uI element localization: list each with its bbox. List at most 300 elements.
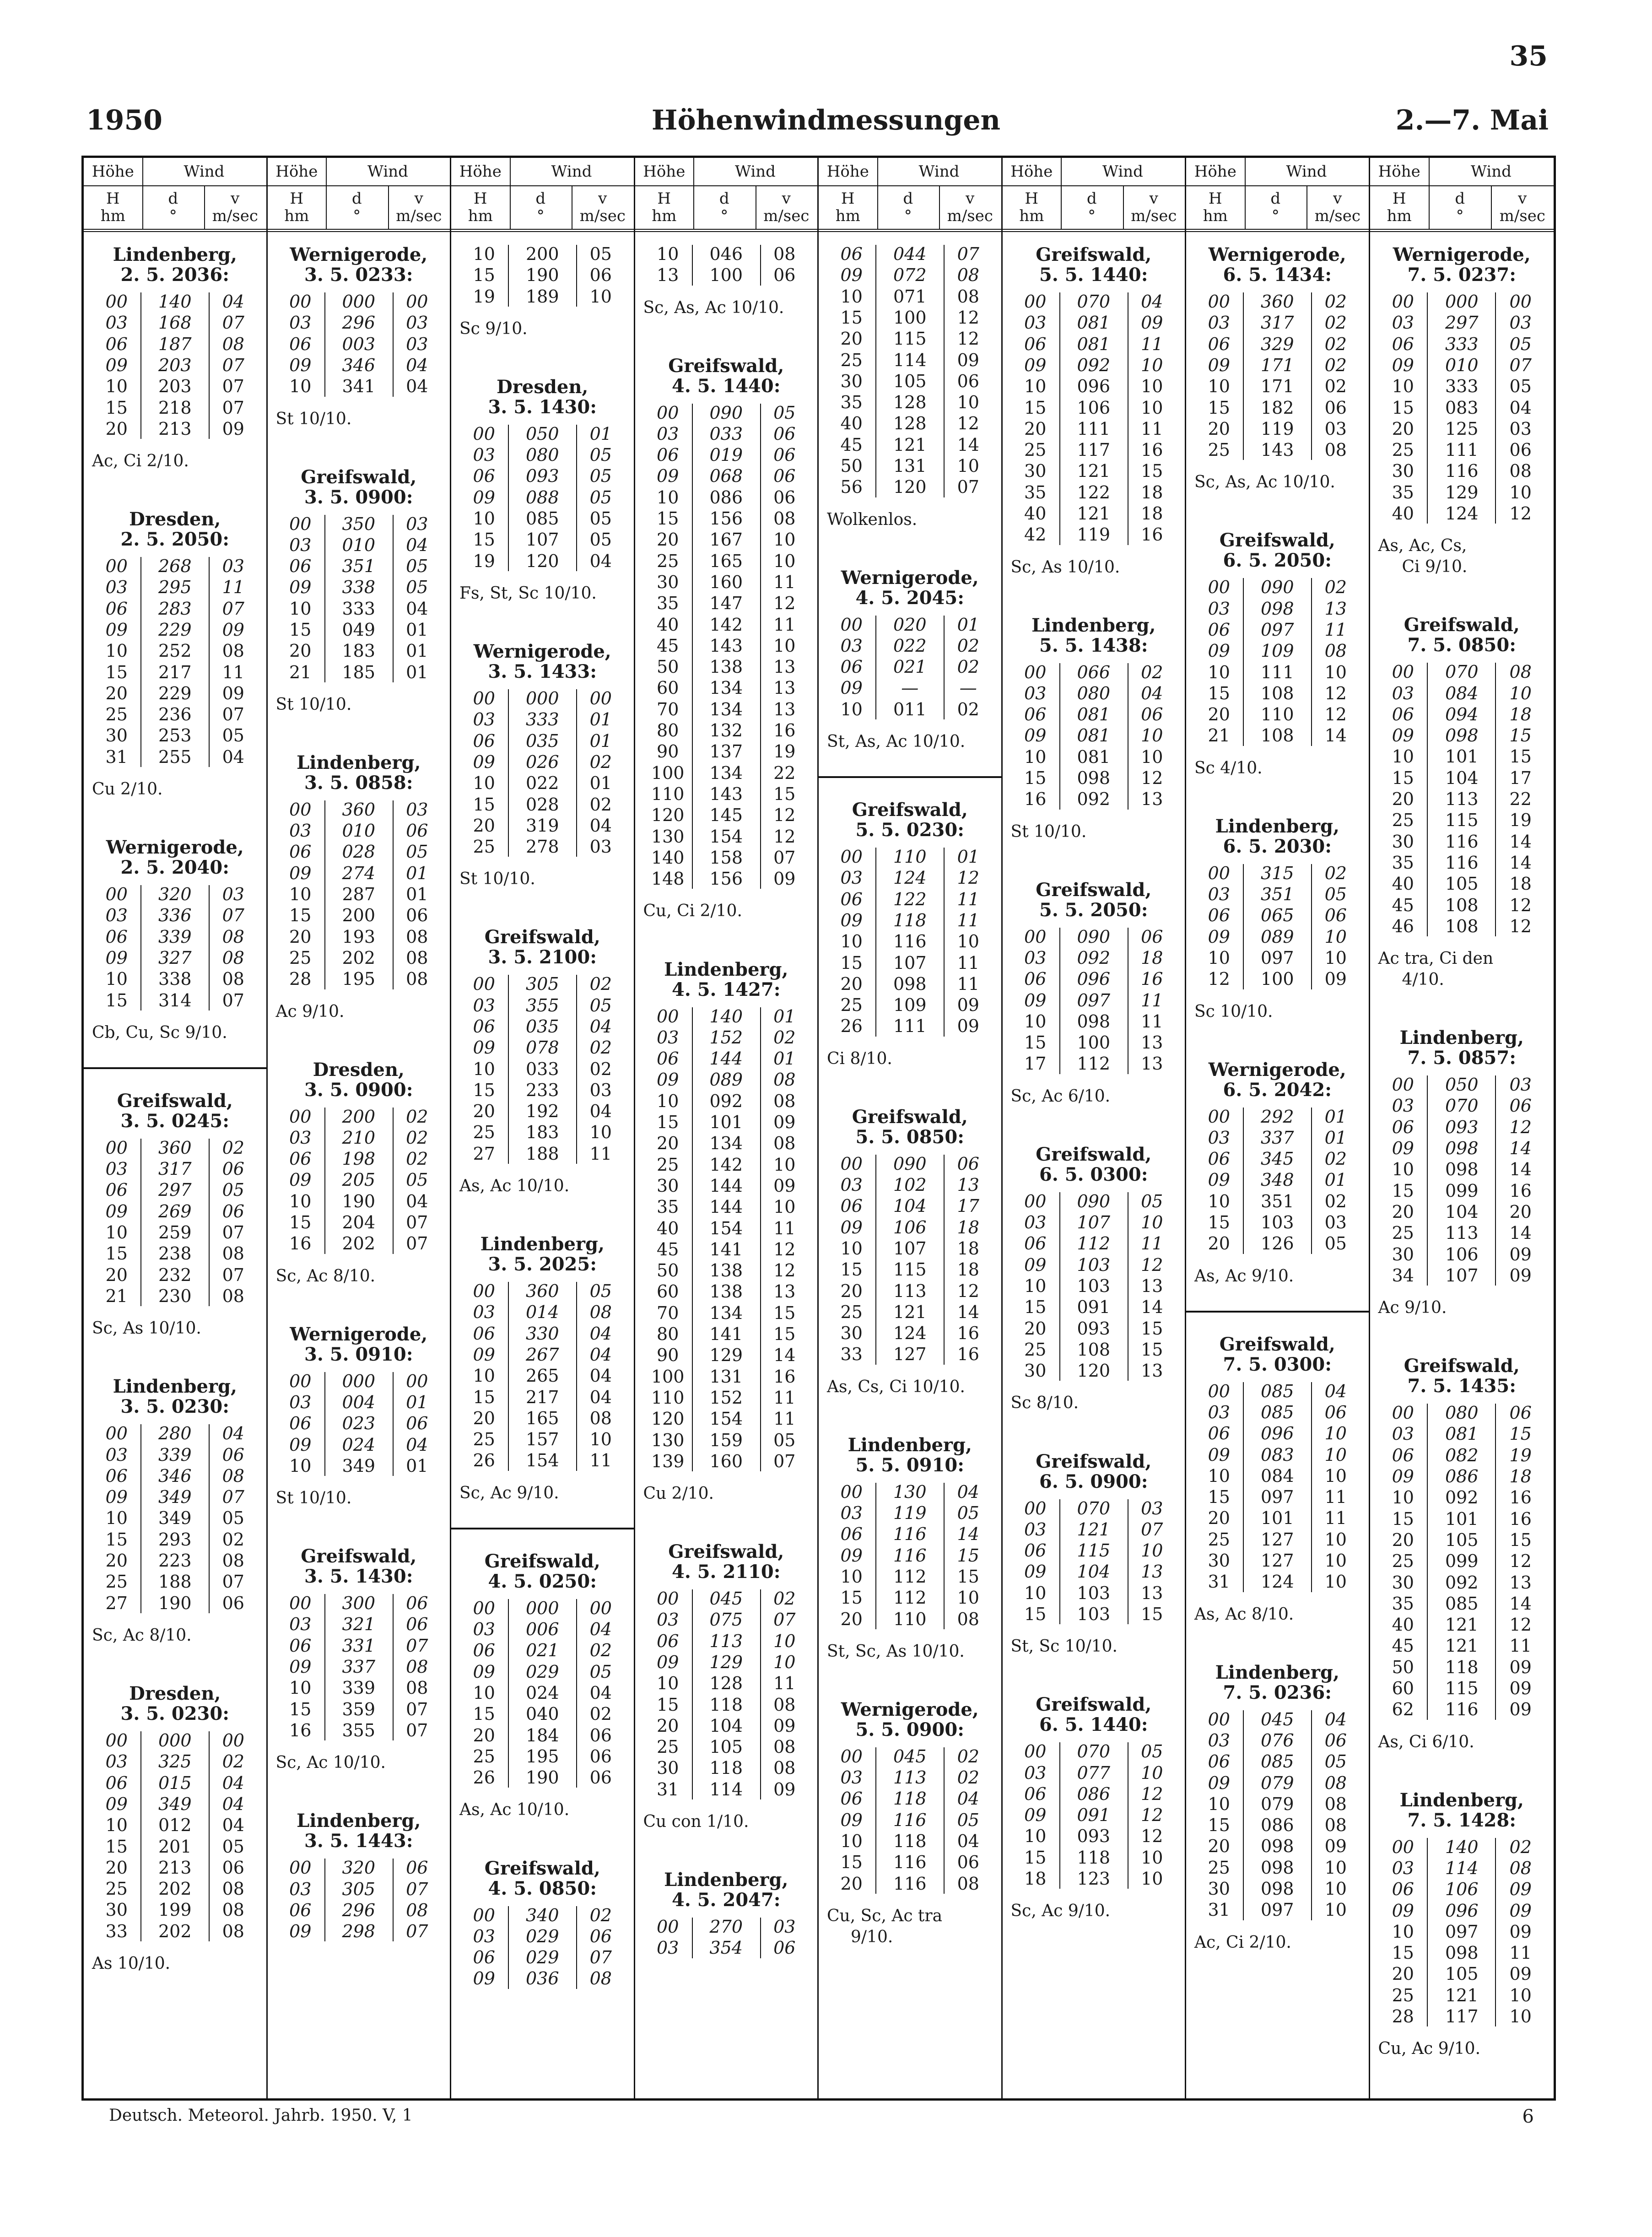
data-row	[84, 556, 266, 577]
data-row	[268, 662, 450, 683]
value-h: 10	[840, 931, 863, 952]
value-h: 25	[473, 1746, 495, 1767]
value-v: 04	[222, 1794, 244, 1814]
data-row	[1370, 853, 1554, 874]
value-v: 02	[1324, 376, 1347, 397]
value-h: 00	[1392, 662, 1414, 682]
row-divider-line	[1059, 928, 1060, 1074]
data-row	[268, 1371, 450, 1392]
value-h: 20	[1392, 418, 1414, 439]
cloud-note: St, Sc 10/10.	[1010, 1637, 1118, 1656]
value-d: 336	[158, 905, 192, 926]
data-row	[1003, 1763, 1185, 1784]
value-v: 15	[773, 1324, 796, 1344]
value-v: 12	[1141, 1254, 1163, 1275]
value-h: 09	[473, 751, 495, 772]
value-h: 16	[289, 1720, 312, 1740]
row-divider-line	[324, 515, 325, 682]
column-header-top	[1186, 158, 1369, 186]
value-v: 00	[406, 1371, 428, 1391]
value-d: 100	[1260, 969, 1294, 989]
column-header-units	[268, 185, 450, 232]
data-row	[635, 265, 818, 286]
value-v: 10	[1324, 947, 1347, 968]
value-h: 30	[1208, 1879, 1230, 1899]
station-name: Dresden,	[313, 1059, 405, 1081]
data-row	[1370, 1699, 1554, 1720]
data-row	[1370, 832, 1554, 853]
value-h: 25	[657, 1154, 679, 1175]
data-row	[1370, 1551, 1554, 1572]
value-h: 03	[473, 1619, 495, 1640]
row-divider-line	[140, 557, 141, 767]
data-row	[1370, 1922, 1554, 1943]
value-d: 200	[342, 1106, 375, 1127]
value-v: 16	[1509, 1180, 1532, 1201]
value-h: 00	[1024, 1741, 1047, 1762]
row-divider-line	[393, 1108, 394, 1254]
value-v: 12	[1509, 895, 1532, 915]
data-row	[1186, 1751, 1369, 1772]
value-h: 03	[105, 313, 128, 333]
station-name: Greifswald,	[301, 1545, 417, 1567]
value-v: 18	[1509, 874, 1532, 894]
value-h: 15	[473, 1387, 495, 1407]
value-v: 05	[406, 842, 428, 862]
data-row	[84, 1593, 266, 1614]
value-d: 050	[525, 423, 559, 444]
value-v: 14	[1324, 725, 1347, 746]
value-h: 30	[1392, 461, 1414, 481]
row-divider-line	[944, 1155, 945, 1365]
value-h: 09	[473, 1037, 495, 1058]
value-d: 360	[1260, 292, 1294, 312]
value-v: 06	[1324, 397, 1347, 418]
row-divider-line	[209, 292, 210, 439]
value-v: 10	[1324, 1857, 1347, 1878]
value-v: 10	[773, 1631, 796, 1651]
value-h: 09	[1208, 641, 1230, 661]
value-d: 297	[158, 1180, 192, 1200]
value-h: 10	[289, 1678, 312, 1698]
data-row	[819, 1609, 1001, 1630]
data-row	[819, 1810, 1001, 1831]
value-v: 02	[957, 657, 979, 677]
value-d: 140	[1445, 1837, 1479, 1857]
value-d: 101	[1260, 1508, 1294, 1529]
value-h: 10	[1392, 746, 1414, 767]
data-row	[1370, 1424, 1554, 1445]
data-row	[451, 1947, 634, 1968]
value-h: 00	[289, 1593, 312, 1614]
value-h: 62	[1392, 1699, 1414, 1720]
value-d: 036	[525, 1968, 559, 1989]
value-d: 029	[525, 1661, 559, 1682]
value-h: 09	[1208, 1772, 1230, 1793]
station-datetime: 4. 5. 2047:	[672, 1889, 781, 1911]
value-d: 093	[525, 466, 559, 486]
column-body	[1186, 232, 1369, 2098]
value-d: 124	[1260, 1572, 1294, 1592]
value-v: 13	[1141, 1583, 1163, 1603]
value-v: 05	[1324, 1233, 1347, 1254]
value-h: 20	[1208, 704, 1230, 725]
value-d: 298	[342, 1921, 375, 1942]
value-h: 15	[1024, 1847, 1047, 1868]
data-row	[451, 1080, 634, 1101]
value-v: 02	[773, 1589, 796, 1609]
row-divider-line	[760, 1589, 761, 1799]
data-row	[1370, 662, 1554, 683]
header-d-unit: °	[1088, 206, 1096, 225]
header-wind: Wind	[918, 162, 960, 181]
value-v: 01	[406, 620, 428, 640]
station-name: Dresden,	[497, 376, 588, 398]
value-h: 03	[657, 1610, 679, 1630]
value-d: 333	[1445, 334, 1479, 354]
value-v: 10	[1509, 482, 1532, 503]
value-v: 06	[222, 1444, 244, 1465]
value-d: 029	[525, 1947, 559, 1968]
data-row	[268, 884, 450, 905]
data-row	[451, 773, 634, 794]
value-h: 03	[289, 1392, 312, 1412]
value-h: 03	[105, 905, 128, 926]
row-divider-line	[1427, 1838, 1428, 2027]
data-row	[268, 1720, 450, 1741]
value-v: 10	[1324, 926, 1347, 947]
value-h: 09	[105, 947, 128, 968]
cloud-note: Sc, Ac 9/10.	[459, 1483, 559, 1502]
value-h: 31	[105, 746, 128, 767]
value-h: 00	[473, 1281, 495, 1302]
value-v: 09	[773, 1112, 796, 1132]
section-separator	[819, 776, 1001, 778]
value-v: 12	[1509, 1117, 1532, 1137]
value-d: 321	[342, 1614, 375, 1635]
value-d: 116	[893, 1524, 927, 1545]
value-d: 092	[1077, 947, 1110, 968]
value-v: 16	[773, 720, 796, 741]
station-name: Wernigerode,	[841, 1698, 979, 1720]
value-h: 00	[657, 402, 679, 423]
station-name: Lindenberg,	[113, 1376, 237, 1398]
value-h: 90	[657, 1345, 679, 1366]
data-row	[268, 1879, 450, 1900]
value-d: 114	[709, 1779, 743, 1799]
row-divider-line	[875, 1155, 876, 1365]
station-datetime: 3. 5. 0230:	[120, 1703, 229, 1724]
header-wind: Wind	[1286, 162, 1327, 181]
value-v: 05	[1509, 334, 1532, 354]
cloud-note: Sc, As, Ac 10/10.	[1194, 473, 1335, 492]
value-h: 10	[1392, 376, 1414, 397]
value-v: 04	[406, 535, 428, 555]
value-v: 06	[773, 265, 796, 286]
value-d: 045	[709, 1589, 743, 1609]
value-d: 236	[158, 704, 192, 725]
value-d: 117	[1445, 2006, 1479, 2027]
data-row	[1003, 1297, 1185, 1318]
value-d: 093	[1445, 1117, 1479, 1137]
row-divider-line	[508, 975, 509, 1164]
value-h: 09	[289, 1434, 312, 1455]
value-h: 03	[1392, 1858, 1414, 1878]
value-h: 03	[1024, 1762, 1047, 1783]
row-divider-line	[508, 1906, 509, 1989]
data-row	[1370, 461, 1554, 482]
data-row	[268, 1413, 450, 1434]
data-row	[1370, 1117, 1554, 1138]
cloud-note: Sc, Ac 8/10.	[275, 1266, 376, 1286]
value-v: 16	[1509, 1487, 1532, 1508]
cloud-note: St 10/10.	[459, 870, 535, 889]
data-row	[451, 530, 634, 551]
value-h: 03	[1392, 313, 1414, 333]
value-d: 113	[1445, 789, 1479, 810]
value-h: 15	[1024, 1297, 1047, 1318]
data-row	[635, 1091, 818, 1112]
data-row	[268, 1921, 450, 1942]
header-hoehe: Höhe	[451, 158, 511, 185]
data-row	[1186, 1466, 1369, 1487]
value-h: 03	[289, 313, 312, 333]
value-d: 035	[525, 730, 559, 751]
data-row	[451, 1387, 634, 1408]
data-row	[635, 1409, 818, 1430]
value-v: 06	[222, 1159, 244, 1179]
value-d: 122	[1077, 482, 1110, 503]
value-h: 30	[840, 371, 863, 391]
value-v: 10	[957, 456, 979, 476]
data-row	[268, 599, 450, 620]
row-divider-line	[1427, 292, 1428, 524]
data-row	[1186, 1107, 1369, 1128]
data-row	[1186, 884, 1369, 905]
column-body	[819, 232, 1001, 2098]
row-divider-line	[1495, 1404, 1496, 1720]
value-v: 01	[957, 614, 979, 635]
data-row	[635, 1239, 818, 1260]
value-d: 333	[342, 598, 375, 619]
value-h: 15	[1208, 683, 1230, 703]
row-divider-line	[140, 292, 141, 439]
value-v: 03	[406, 334, 428, 354]
value-h: 09	[289, 863, 312, 883]
row-divider-line	[1427, 663, 1428, 936]
value-v: 11	[773, 1409, 796, 1429]
data-row	[451, 1122, 634, 1143]
value-d: 085	[1260, 1402, 1294, 1422]
row-divider-line	[393, 1594, 394, 1740]
data-row	[451, 794, 634, 816]
value-h: 25	[105, 704, 128, 725]
value-h: 09	[657, 1652, 679, 1672]
value-d: 104	[893, 1196, 927, 1216]
cloud-note: Sc 9/10.	[459, 319, 528, 338]
value-d: 198	[342, 1149, 375, 1169]
station-datetime: 7. 5. 1435:	[1407, 1375, 1516, 1397]
value-v: 07	[406, 1635, 428, 1656]
value-d: 105	[1445, 874, 1479, 894]
value-h: 00	[289, 513, 312, 534]
value-d: 092	[1077, 355, 1110, 375]
row-divider-line	[508, 425, 509, 571]
data-row	[84, 577, 266, 598]
cloud-note: Ac, Ci 2/10.	[92, 452, 189, 471]
data-row	[1370, 1678, 1554, 1699]
value-h: 100	[651, 762, 685, 783]
value-d: 188	[158, 1572, 192, 1592]
value-d: 278	[525, 837, 559, 857]
value-h: 110	[651, 783, 685, 804]
value-d: 100	[1077, 1032, 1110, 1053]
data-row	[1003, 990, 1185, 1011]
value-d: 141	[709, 1324, 743, 1344]
station-name: Greifswald,	[668, 1541, 784, 1563]
header-h-label: H	[473, 189, 487, 208]
station-name: Lindenberg,	[664, 1869, 788, 1891]
value-v: 06	[1324, 1402, 1347, 1422]
value-d: 119	[1077, 524, 1110, 545]
value-v: 05	[1324, 1751, 1347, 1772]
data-row	[635, 487, 818, 508]
value-h: 10	[1024, 1583, 1047, 1603]
value-d: 283	[158, 598, 192, 619]
value-d: 106	[1445, 1244, 1479, 1264]
header-d-cell	[510, 185, 572, 229]
value-h: 06	[289, 1635, 312, 1656]
value-v: 01	[773, 1006, 796, 1027]
data-row	[819, 1196, 1001, 1217]
cloud-note: As, Cs, Ci 10/10.	[827, 1377, 965, 1396]
cloud-note: Sc, Ac 9/10.	[1010, 1902, 1111, 1921]
value-h: 03	[840, 868, 863, 888]
value-v: 15	[1509, 746, 1532, 767]
value-d: 075	[709, 1610, 743, 1630]
data-row	[1370, 1181, 1554, 1202]
data-row	[451, 1619, 634, 1640]
value-d: 338	[342, 577, 375, 598]
data-row	[1003, 1276, 1185, 1297]
header-wind: Wind	[551, 162, 592, 181]
value-v: 12	[773, 593, 796, 614]
value-v: 02	[1324, 313, 1347, 333]
cloud-note: Cu, Sc, Ac tra	[827, 1906, 943, 1925]
value-h: 10	[1024, 1011, 1047, 1032]
station-datetime: 6. 5. 2030:	[1223, 835, 1332, 857]
value-d: 046	[709, 244, 743, 264]
station-datetime: 5. 5. 1440:	[1039, 264, 1148, 286]
value-d: 213	[158, 1857, 192, 1878]
value-v: 16	[1509, 1508, 1532, 1529]
data-row	[451, 837, 634, 858]
value-v: 09	[1509, 1921, 1532, 1942]
value-h: 10	[473, 1682, 495, 1703]
value-h: 25	[105, 1879, 128, 1899]
value-h: 06	[289, 1413, 312, 1434]
station-name: Lindenberg,	[1215, 1661, 1339, 1683]
data-row	[84, 376, 266, 397]
value-h: 40	[840, 413, 863, 434]
data-row	[451, 1037, 634, 1059]
station-datetime: 3. 5. 2100:	[488, 946, 597, 968]
value-v: 09	[773, 1715, 796, 1736]
value-d: 193	[342, 926, 375, 947]
value-d: 124	[893, 1323, 927, 1344]
value-h: 30	[1024, 1361, 1047, 1381]
value-v: 03	[222, 556, 244, 577]
value-h: 10	[105, 1508, 128, 1529]
data-row	[1003, 1848, 1185, 1869]
data-row	[819, 1175, 1001, 1196]
value-h: 10	[840, 1238, 863, 1259]
value-d: 121	[1077, 1519, 1110, 1540]
cloud-note: As, Ci 6/10.	[1378, 1732, 1474, 1751]
header-hoehe: Höhe	[1003, 158, 1062, 185]
value-h: 56	[840, 477, 863, 497]
data-row	[1186, 1423, 1369, 1444]
value-v: 08	[1324, 1794, 1347, 1814]
data-row	[451, 1281, 634, 1302]
value-h: 06	[1208, 905, 1230, 926]
value-v: 07	[406, 1921, 428, 1942]
data-row	[84, 334, 266, 355]
header-d-unit: °	[1271, 206, 1279, 225]
value-v: 10	[1141, 1540, 1163, 1561]
value-d: 033	[709, 423, 743, 444]
row-divider-line	[760, 1918, 761, 1958]
value-h: 10	[289, 1455, 312, 1476]
value-v: 10	[957, 931, 979, 952]
value-d: 045	[1260, 1709, 1294, 1729]
value-h: 03	[289, 1879, 312, 1899]
value-d: 092	[1445, 1487, 1479, 1508]
value-h: 45	[840, 434, 863, 455]
station-name: Wernigerode,	[841, 567, 979, 589]
value-h: 16	[289, 1233, 312, 1254]
data-row	[1370, 1138, 1554, 1159]
value-d: 354	[709, 1938, 743, 1958]
value-h: 10	[1392, 1487, 1414, 1508]
value-d: 296	[342, 1900, 375, 1920]
value-h: 20	[840, 973, 863, 994]
value-v: 04	[957, 1831, 979, 1852]
value-d: 101	[1445, 1508, 1479, 1529]
value-d: 085	[1445, 1593, 1479, 1614]
header-d-label: d	[1455, 189, 1465, 208]
value-v: 18	[1509, 704, 1532, 724]
value-v: 02	[589, 1905, 612, 1925]
data-row	[268, 821, 450, 842]
data-row	[268, 1699, 450, 1720]
value-v: 11	[1141, 1011, 1163, 1032]
row-divider-line	[209, 885, 210, 1010]
value-d: 116	[893, 1873, 927, 1894]
column-header-top	[84, 158, 266, 186]
value-h: 10	[289, 376, 312, 397]
cloud-note: Sc, Ac 10/10.	[275, 1753, 386, 1772]
value-v: 11	[1324, 619, 1347, 640]
station-datetime: 6. 5. 0900:	[1039, 1470, 1148, 1492]
value-h: 20	[840, 1609, 863, 1629]
value-v: 02	[589, 1704, 612, 1724]
value-h: 130	[651, 826, 685, 847]
data-row	[635, 1758, 818, 1779]
data-row	[1186, 1445, 1369, 1466]
value-v: 04	[589, 1387, 612, 1407]
value-d: 086	[1077, 1783, 1110, 1804]
